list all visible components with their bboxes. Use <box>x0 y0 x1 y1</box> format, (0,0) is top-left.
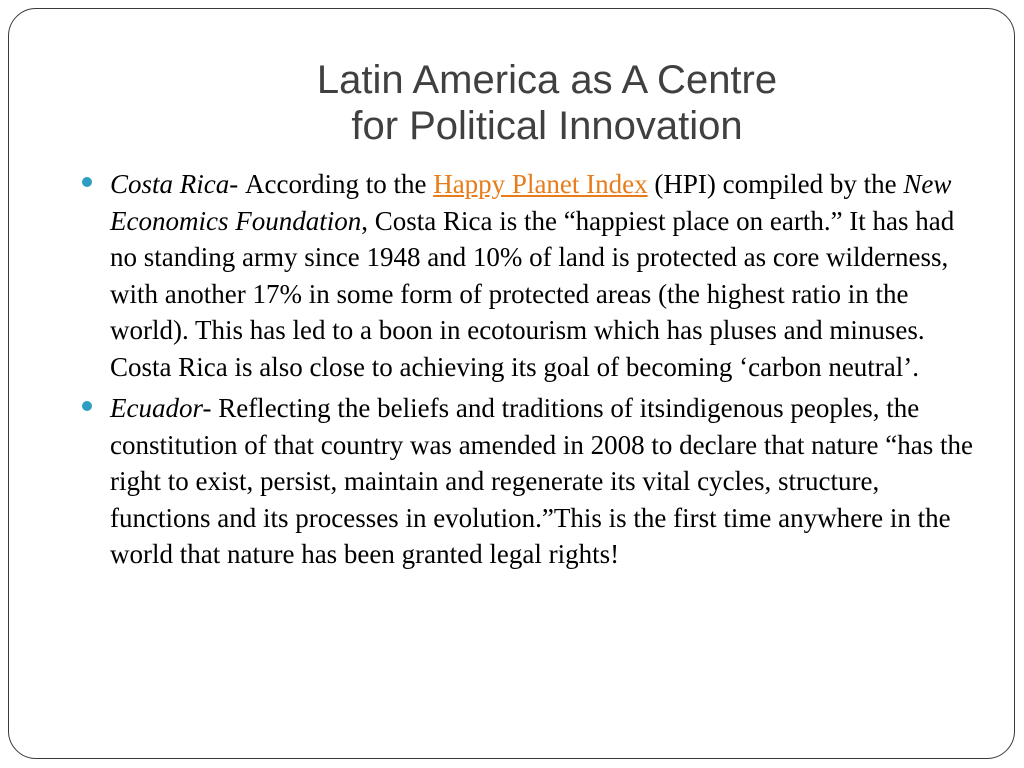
bullet-text: According to the <box>245 169 434 199</box>
bullet-dot-icon <box>82 177 92 187</box>
bullet-text: , Costa Rica is the “happiest place on earth.” It has had no standing army since 1948 and 10% of land is protected as core wilderness, with another 17% in some form of protected areas (the highest ratio in the world). This has led to a boon in ecotourism which has pluses and minuses. Costa Rica is also close to achieving its goal of becoming ‘carbon neutral’. <box>110 205 955 382</box>
organization-name: New Economics Foundation <box>110 169 952 236</box>
bullet-lead: Costa Rica <box>110 169 230 199</box>
title-line-2: for Political Innovation <box>351 104 743 148</box>
bullet-text: Reflecting the beliefs and traditions of itsindigenous peoples, the constitution of that country was amended in 2008 to declare that nature “has the right to exist, persist, maintain and regenerate its vital cycles, structure, functions and its processes in evolution.”This is the first time anywhere in the world that nature has been granted legal rights! <box>110 393 973 569</box>
slide-title <box>9 57 1024 149</box>
bullet-lead: Ecuador <box>110 393 203 423</box>
bullet-ecuador <box>110 390 980 573</box>
bullet-dot-icon <box>82 401 92 411</box>
happy-planet-index-link[interactable]: Happy Planet Index <box>433 169 648 199</box>
slide-body <box>110 166 980 578</box>
bullet-dash: - <box>229 169 245 199</box>
bullet-text: (HPI) compiled by the <box>647 169 904 199</box>
title-line-1: Latin America as A Centre <box>316 58 778 102</box>
bullet-costa-rica <box>110 166 980 385</box>
bullet-dash: - <box>202 393 219 423</box>
